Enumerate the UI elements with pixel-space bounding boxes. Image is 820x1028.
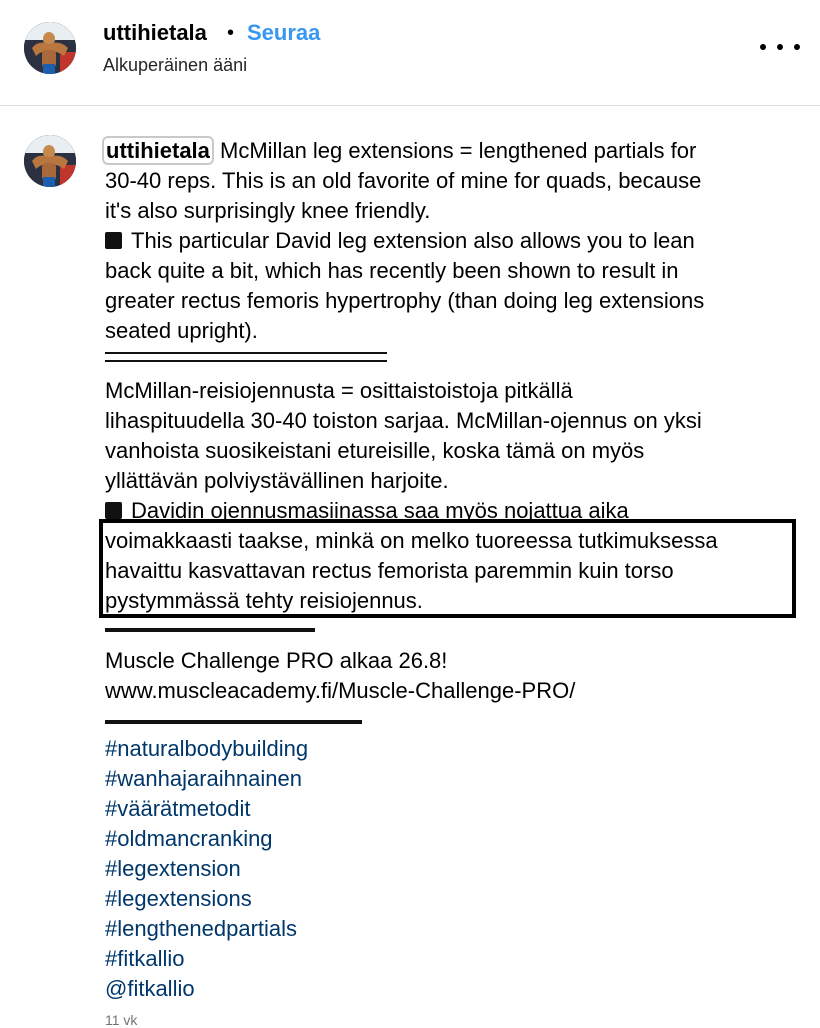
caption-line — [105, 496, 805, 526]
more-dot — [777, 44, 783, 50]
post-age[interactable]: 11 vk — [105, 1012, 138, 1028]
more-options-icon[interactable] — [760, 33, 800, 61]
post-header — [0, 0, 820, 106]
follow-button[interactable]: Seuraa — [247, 20, 321, 45]
avatar[interactable] — [24, 22, 76, 74]
more-dot — [760, 44, 766, 50]
caption-text: This particular David leg extension also allows you to lean — [131, 228, 695, 253]
promo-link[interactable]: www.muscleacademy.fi/Muscle-Challenge-PRO/ — [105, 678, 576, 703]
thick-divider — [105, 720, 362, 724]
more-dot — [794, 44, 800, 50]
hashtag-link[interactable]: #väärätmetodit — [105, 796, 251, 821]
caption-line: yllättävän polviystävällinen harjoite. — [105, 468, 449, 493]
caption-line: vanhoista suosikeistani etureisille, koska tämä on myös — [105, 438, 645, 463]
caption-line: voimakkaasti taakse, minkä on melko tuoreessa tutkimuksessa — [105, 528, 718, 553]
hashtag-link[interactable]: #wanhajaraihnainen — [105, 766, 302, 791]
caption-text: Davidin ojennusmasiinassa saa myös nojattua aika — [131, 498, 629, 523]
hashtag-link[interactable]: #naturalbodybuilding — [105, 736, 309, 761]
hashtag-link[interactable]: #lengthenedpartials — [105, 916, 298, 941]
caption-line: greater rectus femoris hypertrophy (than doing leg extensions — [105, 288, 705, 313]
hashtag-link[interactable]: #oldmancranking — [105, 826, 273, 851]
caption-line — [105, 226, 805, 256]
audio-label[interactable]: Alkuperäinen ääni — [103, 55, 248, 75]
hashtag-link[interactable]: #fitkallio — [105, 946, 185, 971]
comment-avatar[interactable] — [24, 135, 76, 187]
caption-text: McMillan leg extensions = lengthened partials for — [213, 138, 697, 163]
bullet-square-icon — [105, 502, 122, 519]
bullet-square-icon — [105, 232, 122, 249]
caption-line: lihaspituudella 30-40 toiston sarjaa. McMillan-ojennus on yksi — [105, 408, 702, 433]
caption-line: 30-40 reps. This is an old favorite of mine for quads, because — [105, 168, 702, 193]
caption-line — [105, 136, 805, 166]
caption-line: it's also surprisingly knee friendly. — [105, 198, 431, 223]
mention-link[interactable]: @fitkallio — [105, 976, 195, 1001]
hashtag-link[interactable]: #legextensions — [105, 886, 252, 911]
bodybuilder-icon — [24, 22, 76, 74]
caption-line: pystymmässä tehty reisiojennus. — [105, 588, 423, 613]
thick-divider — [105, 628, 315, 632]
bodybuilder-icon — [24, 135, 76, 187]
hashtag-link[interactable]: #legextension — [105, 856, 241, 881]
caption-username[interactable]: uttihietala — [102, 136, 214, 165]
promo-line: Muscle Challenge PRO alkaa 26.8! — [105, 648, 448, 673]
separator-dot: • — [227, 22, 235, 44]
caption-line: havaittu kasvattavan rectus femorista paremmin kuin torso — [105, 558, 674, 583]
double-divider — [105, 352, 387, 362]
caption-line: McMillan-reisiojennusta = osittaistoistoja pitkällä — [105, 378, 573, 403]
caption-line: seated upright). — [105, 318, 258, 343]
post-caption — [105, 136, 805, 1004]
username[interactable]: uttihietala — [103, 20, 207, 45]
caption-line: back quite a bit, which has recently been shown to result in — [105, 258, 679, 283]
